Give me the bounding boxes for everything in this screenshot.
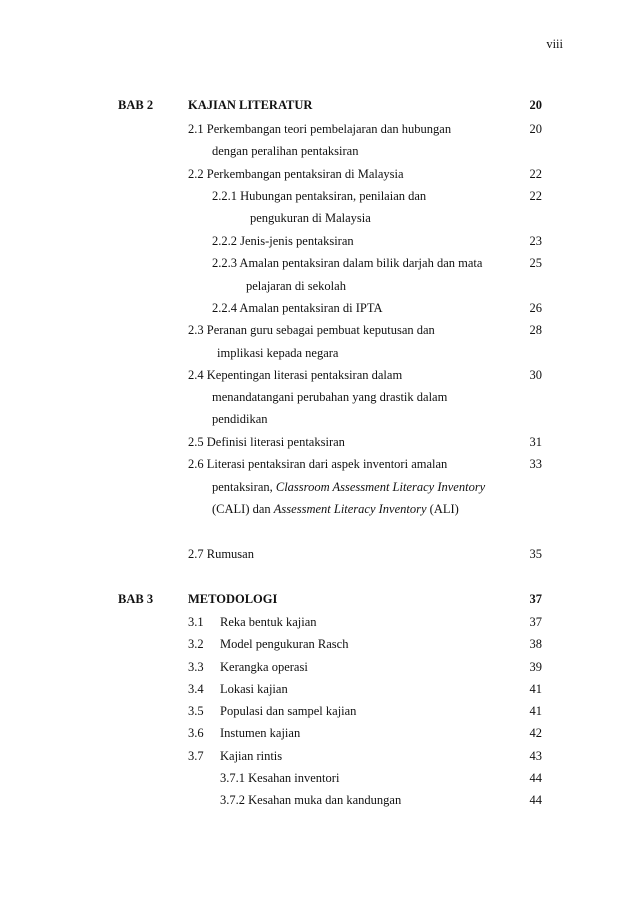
- toc-entry-line: 2.7 Rumusan: [188, 547, 254, 561]
- toc-entry-line: 3.7.2 Kesahan muka dan kandungan: [220, 793, 402, 807]
- toc-entry-line: [212, 480, 485, 495]
- toc-text: (CALI) dan: [212, 502, 274, 516]
- toc-entry-num: 3.3: [188, 660, 204, 674]
- chapter-title: METODOLOGI: [188, 592, 278, 606]
- toc-entry-line: Lokasi kajian: [220, 682, 288, 696]
- toc-entry-page: 44: [529, 793, 542, 807]
- toc-entry-line: 2.3 Peranan guru sebagai pembuat keputusan dan: [188, 323, 435, 337]
- toc-text-italic: Classroom Assessment Literacy Inventory: [275, 480, 486, 494]
- chapter-label: BAB 2: [118, 98, 154, 112]
- toc-entry-page: 26: [529, 301, 542, 315]
- toc-entry-page: 28: [529, 323, 542, 337]
- toc-entry-page: 42: [529, 726, 542, 740]
- chapter-label: BAB 3: [118, 592, 154, 606]
- toc-entry-num: 3.6: [188, 726, 204, 740]
- toc-entry-page: 22: [529, 189, 542, 203]
- toc-entry-num: 3.5: [188, 704, 204, 718]
- toc-entry-line: [212, 502, 459, 517]
- toc-entry-line: 2.2.4 Amalan pentaksiran di IPTA: [212, 301, 383, 315]
- toc-entry-line: 2.6 Literasi pentaksiran dari aspek inventori amalan: [188, 457, 448, 471]
- toc-entry-page: 35: [529, 547, 542, 561]
- toc-entry-page: 44: [529, 771, 542, 785]
- chapter-page: 20: [529, 98, 542, 112]
- toc-entry-page: 39: [529, 660, 542, 674]
- toc-entry-num: 3.2: [188, 637, 204, 651]
- toc-entry-line: pendidikan: [212, 412, 268, 426]
- toc-entry-page: 31: [529, 435, 542, 449]
- toc-entry-line: 2.2.3 Amalan pentaksiran dalam bilik darjah dan mata: [212, 256, 483, 270]
- toc-entry-page: 38: [529, 637, 542, 651]
- toc-entry-line: Instumen kajian: [220, 726, 301, 740]
- toc-entry-line: pengukuran di Malaysia: [250, 211, 371, 225]
- toc-entry-num: 3.4: [188, 682, 204, 696]
- toc-entry-line: 2.2.1 Hubungan pentaksiran, penilaian dan: [212, 189, 427, 203]
- toc-entry-page: 43: [529, 749, 542, 763]
- toc-entry-page: 23: [529, 234, 542, 248]
- toc-entry-line: dengan peralihan pentaksiran: [212, 144, 359, 158]
- toc-entry-line: Model pengukuran Rasch: [220, 637, 349, 651]
- toc-entry-num: 3.7: [188, 749, 204, 763]
- toc-entry-line: 2.1 Perkembangan teori pembelajaran dan hubungan: [188, 122, 452, 136]
- toc-entry-line: 3.7.1 Kesahan inventori: [220, 771, 340, 785]
- toc-entry-line: 2.5 Definisi literasi pentaksiran: [188, 435, 345, 449]
- toc-entry-page: 30: [529, 368, 542, 382]
- toc-entry-line: Reka bentuk kajian: [220, 615, 317, 629]
- chapter-title: KAJIAN LITERATUR: [188, 98, 313, 112]
- toc-entry-line: Kajian rintis: [220, 749, 283, 763]
- toc-text-italic: Assessment Literacy Inventory: [273, 502, 427, 516]
- toc-entry-num: 3.1: [188, 615, 204, 629]
- page-number: viii: [546, 37, 563, 51]
- chapter-page: 37: [529, 592, 542, 606]
- toc-entry-line: Populasi dan sampel kajian: [220, 704, 357, 718]
- toc-text: pentaksiran,: [212, 480, 276, 494]
- toc-entry-line: menandatangani perubahan yang drastik dalam: [212, 390, 448, 404]
- toc-entry-page: 41: [529, 704, 542, 718]
- toc-entry-line: 2.4 Kepentingan literasi pentaksiran dalam: [188, 368, 403, 382]
- toc-text: (ALI): [426, 502, 459, 516]
- toc-entry-line: pelajaran di sekolah: [246, 279, 346, 293]
- toc-entry-line: 2.2.2 Jenis-jenis pentaksiran: [212, 234, 354, 248]
- toc-entry-page: 22: [529, 167, 542, 181]
- toc-entry-page: 41: [529, 682, 542, 696]
- toc-entry-page: 33: [529, 457, 542, 471]
- toc-entry-line: Kerangka operasi: [220, 660, 308, 674]
- toc-entry-page: 25: [529, 256, 542, 270]
- toc-entry-line: implikasi kepada negara: [217, 346, 339, 360]
- toc-entry-page: 20: [529, 122, 542, 136]
- toc-entry-line: 2.2 Perkembangan pentaksiran di Malaysia: [188, 167, 404, 181]
- toc-entry-page: 37: [529, 615, 542, 629]
